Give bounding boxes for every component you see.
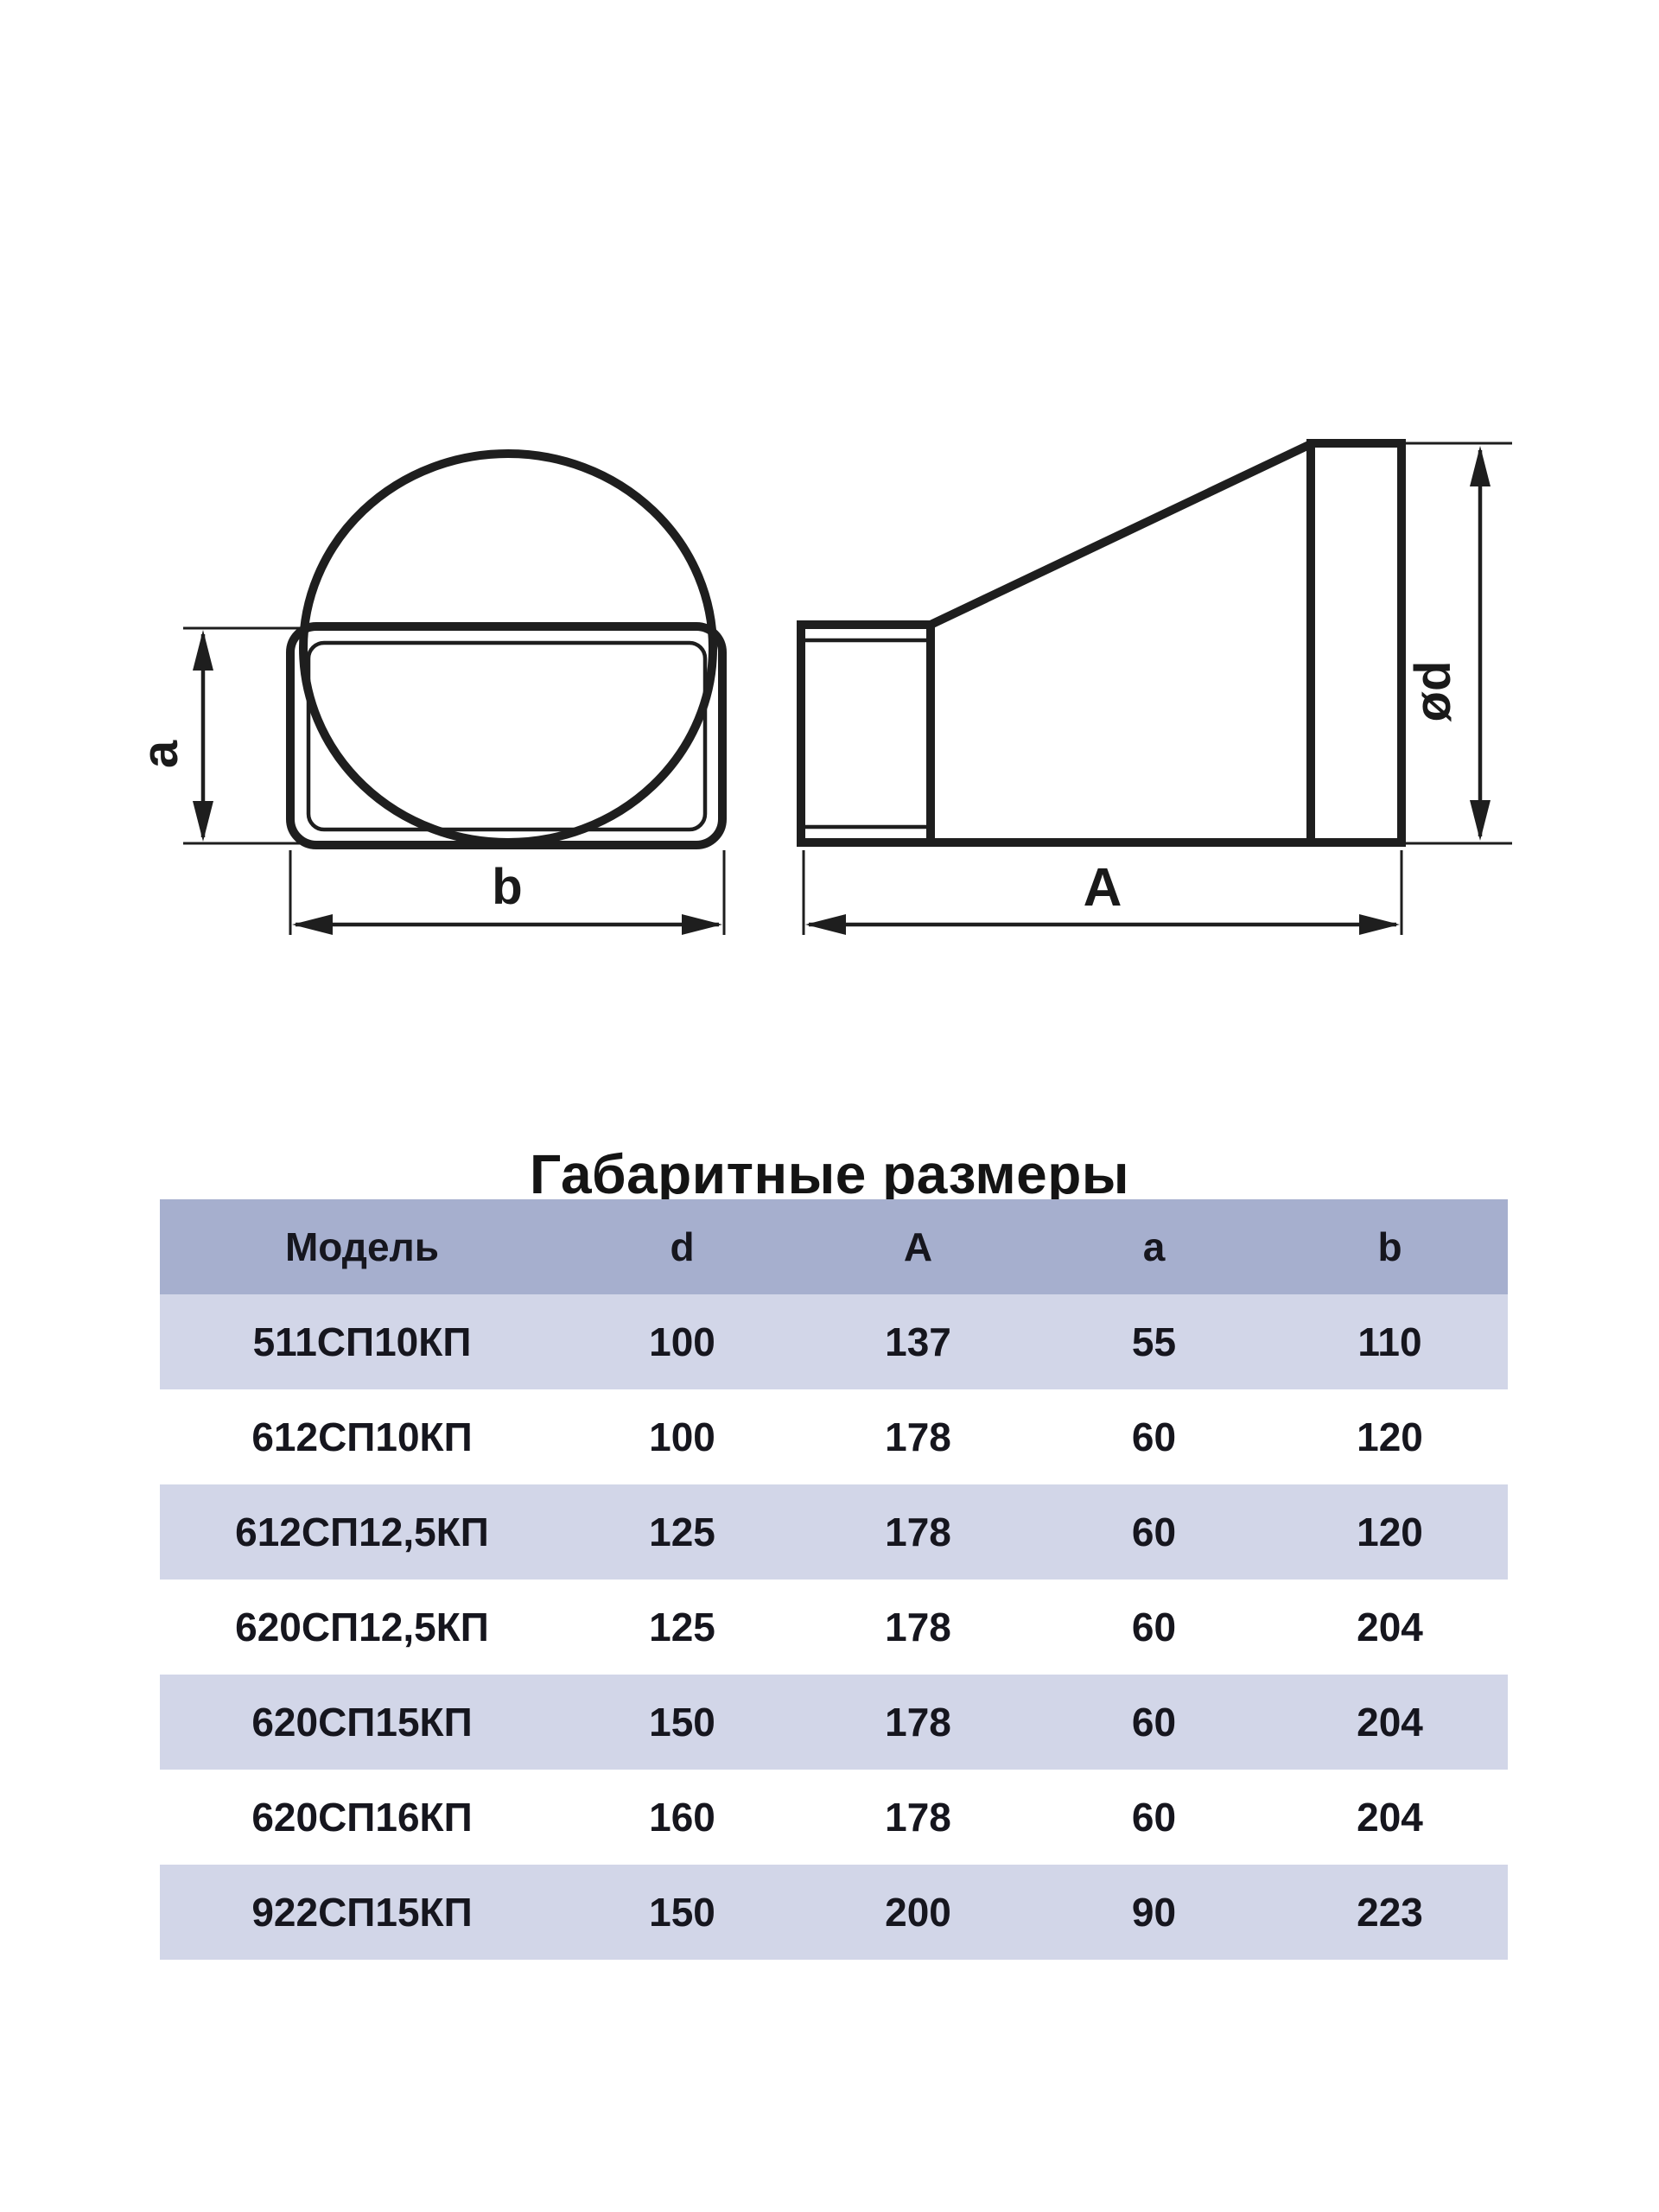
cell-model: 612СП10КП — [251, 1414, 473, 1459]
cell-model: 612СП12,5КП — [235, 1510, 489, 1554]
table-header-row — [160, 1199, 1508, 1294]
cell-b: 204 — [1357, 1605, 1423, 1649]
cell-A: 178 — [885, 1414, 951, 1459]
cell-A: 178 — [885, 1700, 951, 1745]
page-title: Габаритные размеры — [530, 1143, 1129, 1205]
cell-d: 100 — [649, 1319, 715, 1364]
cell-b: 204 — [1357, 1700, 1423, 1745]
cell-A: 137 — [885, 1319, 951, 1364]
dim-A-arrow-left — [805, 914, 846, 935]
cell-model: 620СП12,5КП — [235, 1605, 489, 1649]
header-b: b — [1377, 1224, 1402, 1269]
cell-d: 150 — [649, 1890, 715, 1935]
cell-A: 200 — [885, 1890, 951, 1935]
cell-d: 100 — [649, 1414, 715, 1459]
cell-b: 120 — [1357, 1510, 1423, 1554]
dim-a-label: a — [132, 740, 188, 769]
header-d: d — [670, 1224, 695, 1269]
cell-d: 125 — [649, 1510, 715, 1554]
cell-a: 55 — [1131, 1319, 1177, 1364]
table-row — [160, 1484, 1508, 1580]
table-row — [160, 1294, 1508, 1389]
cell-b: 120 — [1357, 1414, 1423, 1459]
round-socket-outline — [1311, 443, 1402, 842]
cell-d: 160 — [649, 1795, 715, 1840]
dimension-a — [132, 628, 301, 843]
table-row — [160, 1389, 1508, 1484]
dimensions-table — [160, 1199, 1508, 1960]
table-row — [160, 1675, 1508, 1770]
cell-d: 150 — [649, 1700, 715, 1745]
cell-a: 90 — [1131, 1890, 1177, 1935]
dim-d-arrow-up — [1470, 446, 1491, 486]
cell-A: 178 — [885, 1795, 951, 1840]
dim-b-arrow-left — [292, 914, 333, 935]
cell-a: 60 — [1131, 1510, 1177, 1554]
technical-drawing — [0, 0, 1659, 1002]
dim-d-arrow-down — [1470, 800, 1491, 841]
header-a: a — [1142, 1224, 1166, 1269]
header-A: A — [903, 1224, 933, 1269]
cell-model: 620СП16КП — [251, 1795, 473, 1840]
round-duct-outline — [303, 454, 713, 842]
dimension-d — [1405, 443, 1512, 843]
transition-slope — [931, 443, 1313, 625]
front-view — [290, 454, 722, 845]
dim-a-arrow-up — [193, 630, 213, 671]
flat-duct-inner-outline — [308, 643, 705, 830]
dim-b-arrow-right — [682, 914, 722, 935]
table-row — [160, 1580, 1508, 1675]
dim-a-arrow-down — [193, 801, 213, 842]
dim-A-arrow-right — [1359, 914, 1400, 935]
dim-d-label: ød — [1405, 660, 1461, 722]
header-model: Модель — [284, 1224, 440, 1269]
table-row — [160, 1770, 1508, 1865]
cell-A: 178 — [885, 1510, 951, 1554]
cell-d: 125 — [649, 1605, 715, 1649]
cell-b: 223 — [1357, 1890, 1423, 1935]
cell-a: 60 — [1131, 1700, 1177, 1745]
flat-duct-outer-outline — [290, 626, 722, 845]
side-view — [801, 443, 1402, 842]
cell-a: 60 — [1131, 1414, 1177, 1459]
flat-socket-outline — [801, 625, 931, 842]
dim-A-label: A — [1083, 858, 1122, 918]
cell-model: 620СП15КП — [251, 1700, 473, 1745]
cell-b: 110 — [1357, 1319, 1422, 1364]
cell-model: 511СП10КП — [252, 1319, 472, 1364]
cell-model: 922СП15КП — [251, 1890, 473, 1935]
dim-b-label: b — [492, 859, 523, 915]
cell-a: 60 — [1131, 1795, 1177, 1840]
table-row — [160, 1865, 1508, 1960]
cell-b: 204 — [1357, 1795, 1423, 1840]
cell-A: 178 — [885, 1605, 951, 1649]
dimension-A — [804, 850, 1402, 935]
dimension-b — [290, 850, 724, 935]
cell-a: 60 — [1131, 1605, 1177, 1649]
